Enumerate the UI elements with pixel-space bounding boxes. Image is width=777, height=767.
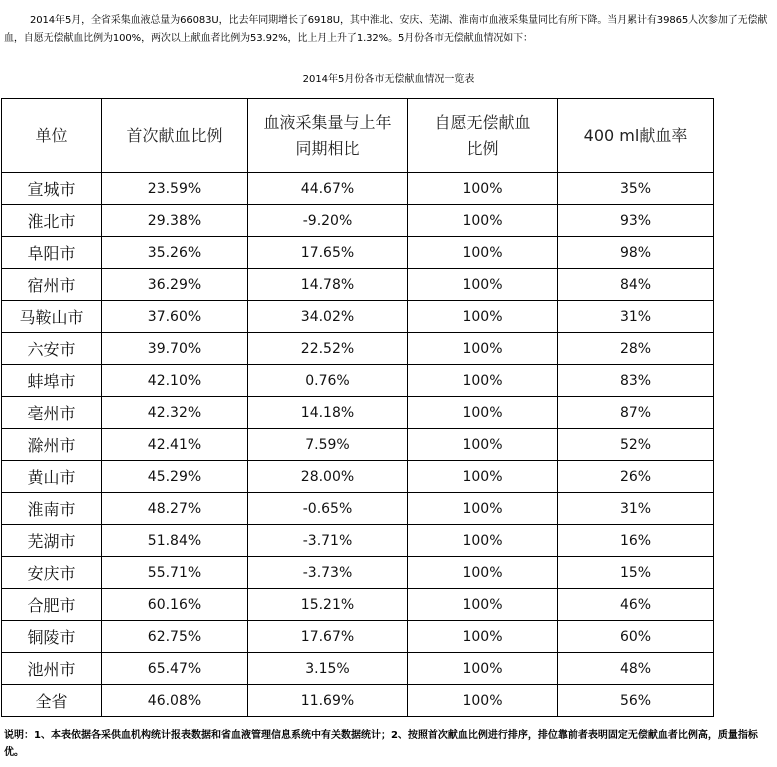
table-header-row	[2, 99, 714, 173]
cell-voluntary-ratio: 100%	[408, 461, 558, 493]
table-row	[2, 493, 714, 525]
table-row	[2, 589, 714, 621]
column-header-unit: 单位	[2, 99, 102, 173]
table-row	[2, 429, 714, 461]
cell-unit: 芜湖市	[2, 525, 102, 557]
cell-yoy-collection: 22.52%	[248, 333, 408, 365]
cell-400ml-rate: 93%	[558, 205, 714, 237]
cell-unit: 黄山市	[2, 461, 102, 493]
cell-voluntary-ratio: 100%	[408, 301, 558, 333]
cell-voluntary-ratio: 100%	[408, 397, 558, 429]
table-row	[2, 269, 714, 301]
cell-unit: 安庆市	[2, 557, 102, 589]
cell-400ml-rate: 56%	[558, 685, 714, 717]
table-title: 2014年5月份各市无偿献血情况一览表	[302, 74, 475, 85]
cell-voluntary-ratio: 100%	[408, 557, 558, 589]
table-row	[2, 461, 714, 493]
cell-voluntary-ratio: 100%	[408, 685, 558, 717]
cell-first-time-ratio: 55.71%	[102, 557, 248, 589]
cell-400ml-rate: 28%	[558, 333, 714, 365]
cell-yoy-collection: 34.02%	[248, 301, 408, 333]
cell-voluntary-ratio: 100%	[408, 653, 558, 685]
cell-first-time-ratio: 48.27%	[102, 493, 248, 525]
cell-yoy-collection: 14.78%	[248, 269, 408, 301]
cell-unit: 全省	[2, 685, 102, 717]
cell-unit: 合肥市	[2, 589, 102, 621]
cell-first-time-ratio: 36.29%	[102, 269, 248, 301]
cell-yoy-collection: 15.21%	[248, 589, 408, 621]
footnote: 说明：1、本表依据各采供血机构统计报表数据和省血液管理信息系统中有关数据统计；2、按照首次献血比例进行排序，排位靠前者表明固定无偿献血者比例高，质量指标优。	[4, 730, 758, 758]
cell-yoy-collection: 0.76%	[248, 365, 408, 397]
cell-yoy-collection: -0.65%	[248, 493, 408, 525]
cell-400ml-rate: 31%	[558, 493, 714, 525]
cell-400ml-rate: 87%	[558, 397, 714, 429]
column-header-400ml-rate: 400 ml献血率	[558, 99, 714, 173]
cell-unit: 阜阳市	[2, 237, 102, 269]
cell-unit: 亳州市	[2, 397, 102, 429]
cell-voluntary-ratio: 100%	[408, 237, 558, 269]
cell-voluntary-ratio: 100%	[408, 269, 558, 301]
cell-voluntary-ratio: 100%	[408, 429, 558, 461]
table-row	[2, 365, 714, 397]
cell-unit: 马鞍山市	[2, 301, 102, 333]
table-row	[2, 653, 714, 685]
cell-voluntary-ratio: 100%	[408, 173, 558, 205]
cell-first-time-ratio: 60.16%	[102, 589, 248, 621]
cell-voluntary-ratio: 100%	[408, 621, 558, 653]
cell-unit: 铜陵市	[2, 621, 102, 653]
cell-400ml-rate: 26%	[558, 461, 714, 493]
cell-yoy-collection: 28.00%	[248, 461, 408, 493]
cell-yoy-collection: 44.67%	[248, 173, 408, 205]
cell-unit: 宿州市	[2, 269, 102, 301]
cell-unit: 淮北市	[2, 205, 102, 237]
table-body	[2, 173, 714, 717]
cell-yoy-collection: -3.73%	[248, 557, 408, 589]
cell-first-time-ratio: 29.38%	[102, 205, 248, 237]
table-row	[2, 685, 714, 717]
intro-paragraph: 2014年5月，全省采集血液总量为66083U，比去年同期增长了6918U，其中淮北、安庆、芜湖、淮南市血液采集量同比有所下降。当月累计有39865人次参加了无偿献血，自愿无偿献血比例为100%，两次以上献血者比例为53.92%，比上月上升了1.32%。5月份各市无偿献血情况如下：	[4, 15, 768, 44]
cell-400ml-rate: 98%	[558, 237, 714, 269]
cell-400ml-rate: 48%	[558, 653, 714, 685]
cell-400ml-rate: 15%	[558, 557, 714, 589]
cell-unit: 宣城市	[2, 173, 102, 205]
table-row	[2, 397, 714, 429]
cell-voluntary-ratio: 100%	[408, 589, 558, 621]
cell-first-time-ratio: 42.10%	[102, 365, 248, 397]
table-row	[2, 333, 714, 365]
table-row	[2, 237, 714, 269]
cell-unit: 池州市	[2, 653, 102, 685]
cell-400ml-rate: 31%	[558, 301, 714, 333]
cell-first-time-ratio: 62.75%	[102, 621, 248, 653]
cell-first-time-ratio: 46.08%	[102, 685, 248, 717]
blood-donation-table	[1, 98, 714, 717]
cell-voluntary-ratio: 100%	[408, 205, 558, 237]
cell-first-time-ratio: 65.47%	[102, 653, 248, 685]
cell-400ml-rate: 84%	[558, 269, 714, 301]
cell-yoy-collection: -9.20%	[248, 205, 408, 237]
cell-yoy-collection: 17.67%	[248, 621, 408, 653]
cell-first-time-ratio: 42.41%	[102, 429, 248, 461]
cell-yoy-collection: 14.18%	[248, 397, 408, 429]
cell-400ml-rate: 52%	[558, 429, 714, 461]
cell-yoy-collection: 17.65%	[248, 237, 408, 269]
cell-unit: 滁州市	[2, 429, 102, 461]
cell-unit: 蚌埠市	[2, 365, 102, 397]
cell-first-time-ratio: 45.29%	[102, 461, 248, 493]
table-row	[2, 621, 714, 653]
table-row	[2, 173, 714, 205]
cell-first-time-ratio: 37.60%	[102, 301, 248, 333]
cell-yoy-collection: -3.71%	[248, 525, 408, 557]
cell-first-time-ratio: 42.32%	[102, 397, 248, 429]
cell-voluntary-ratio: 100%	[408, 493, 558, 525]
table-row	[2, 525, 714, 557]
cell-400ml-rate: 60%	[558, 621, 714, 653]
column-header-first-time-ratio: 首次献血比例	[102, 99, 248, 173]
table-row	[2, 557, 714, 589]
cell-first-time-ratio: 23.59%	[102, 173, 248, 205]
cell-voluntary-ratio: 100%	[408, 333, 558, 365]
cell-unit: 六安市	[2, 333, 102, 365]
cell-400ml-rate: 35%	[558, 173, 714, 205]
cell-yoy-collection: 3.15%	[248, 653, 408, 685]
table-row	[2, 205, 714, 237]
cell-400ml-rate: 83%	[558, 365, 714, 397]
cell-first-time-ratio: 35.26%	[102, 237, 248, 269]
cell-yoy-collection: 11.69%	[248, 685, 408, 717]
cell-400ml-rate: 16%	[558, 525, 714, 557]
column-header-yoy-collection: 血液采集量与上年同期相比	[248, 99, 408, 173]
cell-unit: 淮南市	[2, 493, 102, 525]
cell-400ml-rate: 46%	[558, 589, 714, 621]
cell-first-time-ratio: 39.70%	[102, 333, 248, 365]
cell-voluntary-ratio: 100%	[408, 365, 558, 397]
table-row	[2, 301, 714, 333]
cell-yoy-collection: 7.59%	[248, 429, 408, 461]
column-header-voluntary-ratio: 自愿无偿献血比例	[408, 99, 558, 173]
cell-first-time-ratio: 51.84%	[102, 525, 248, 557]
cell-voluntary-ratio: 100%	[408, 525, 558, 557]
